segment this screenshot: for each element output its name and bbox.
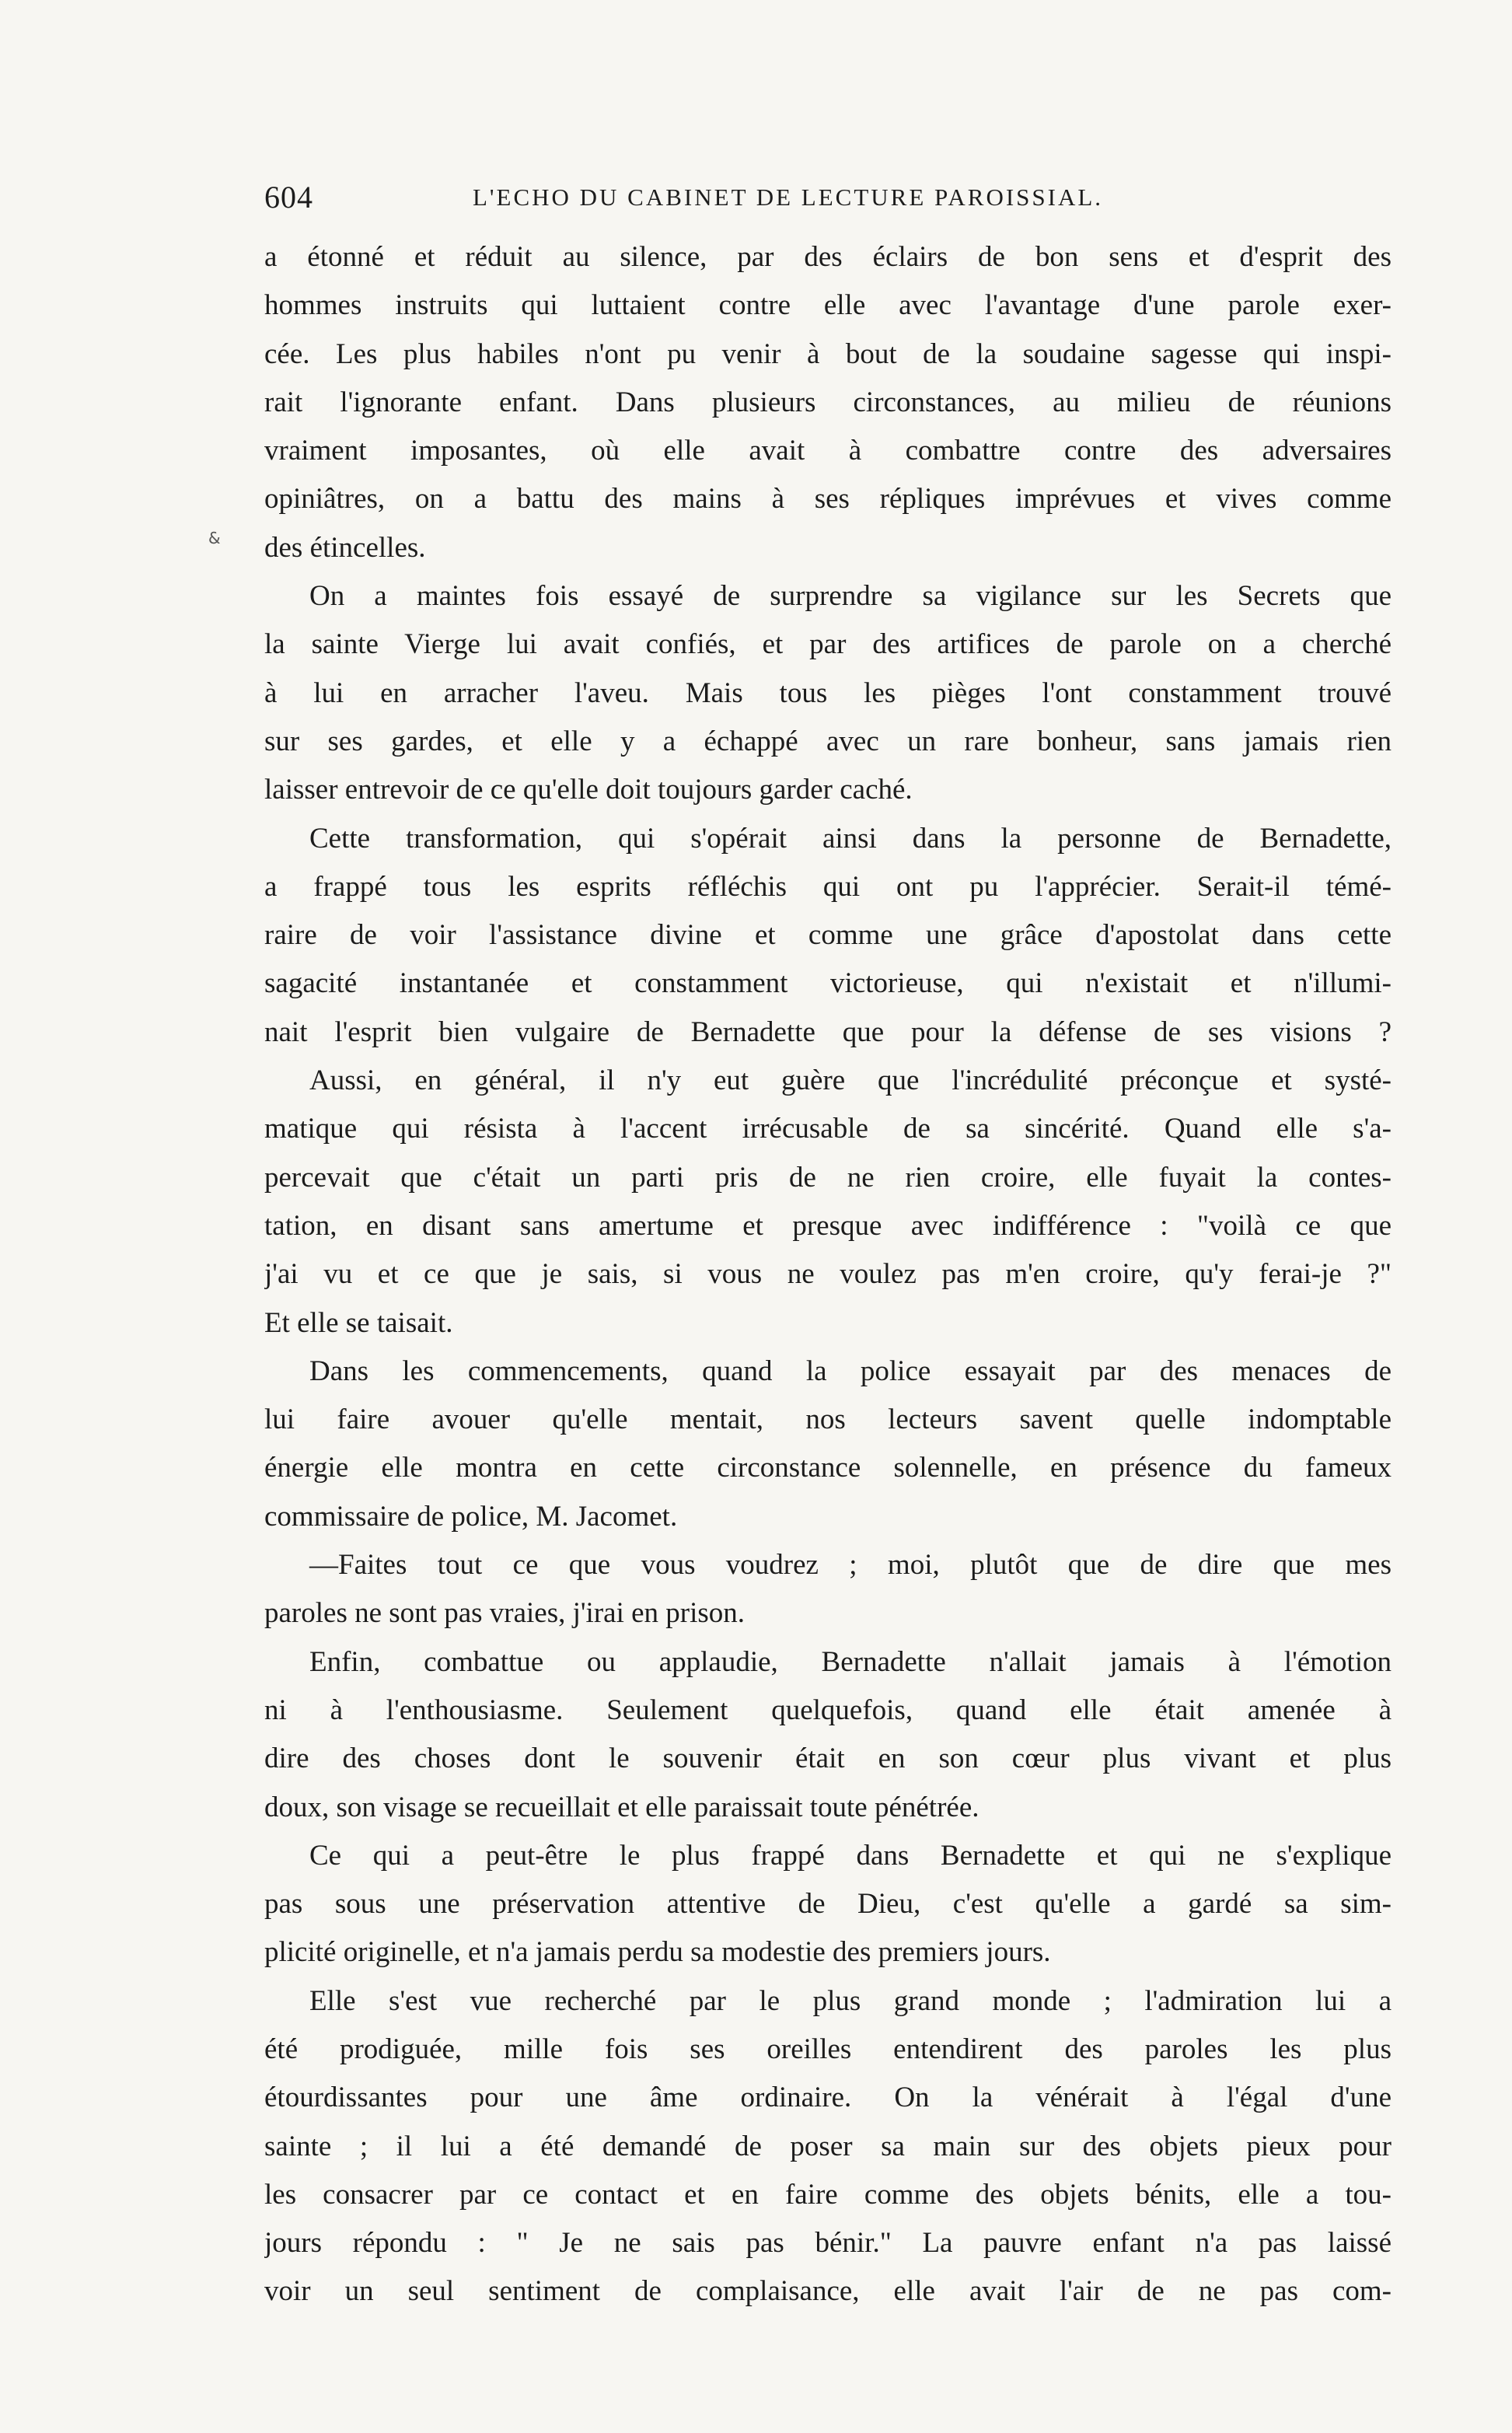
running-title: L'ECHO DU CABINET DE LECTURE PAROISSIAL. <box>473 184 1104 211</box>
text-line: commissaire de police, M. Jacomet. <box>264 1500 678 1533</box>
text-line: plicité originelle, et n'a jamais perdu sa modestie des premiers jours. <box>264 1936 1051 1969</box>
page-number: 604 <box>264 180 313 215</box>
text-line: sainte ; il lui a été demandé de poser sa main sur des objets pieux pour <box>264 2130 1392 2162</box>
paragraph-start: —Faites tout ce que vous voudrez ; moi, plutôt que de dire que mes <box>309 1549 1392 1582</box>
text-line: à lui en arracher l'aveu. Mais tous les pièges l'ont constamment trouvé <box>264 676 1392 709</box>
text-line: opiniâtres, on a battu des mains à ses répliques imprévues et vives comme <box>264 483 1392 516</box>
text-line: des étincelles. <box>264 531 426 564</box>
text-line: dire des choses dont le souvenir était en son cœur plus vivant et plus <box>264 1743 1392 1775</box>
text-line: hommes instruits qui luttaient contre elle avec l'avantage d'une parole exer- <box>264 289 1392 322</box>
text-line: raire de voir l'assistance divine et comme une grâce d'apostolat dans cette <box>264 919 1392 952</box>
margin-mark: & <box>208 529 221 547</box>
text-line: les consacrer par ce contact et en faire comme des objets bénits, elle a tou- <box>264 2178 1392 2211</box>
paragraph-start: Dans les commencements, quand la police essayait par des menaces de <box>309 1355 1392 1387</box>
text-line: rait l'ignorante enfant. Dans plusieurs circonstances, au milieu de réunions <box>264 386 1392 418</box>
paragraph-start: On a maintes fois essayé de surprendre sa vigilance sur les Secrets que <box>309 580 1392 613</box>
text-line: jours répondu : " Je ne sais pas bénir." La pauvre enfant n'a pas laissé <box>264 2227 1392 2260</box>
body-text <box>264 233 1392 2316</box>
text-line: paroles ne sont pas vraies, j'irai en prison. <box>264 1597 746 1630</box>
text-line: lui faire avouer qu'elle mentait, nos lecteurs savent quelle indomptable <box>264 1404 1392 1436</box>
text-line: a étonné et réduit au silence, par des éclairs de bon sens et d'esprit des <box>264 241 1392 273</box>
text-line: étourdissantes pour une âme ordinaire. On la vénérait à l'égal d'une <box>264 2082 1392 2114</box>
text-line: a frappé tous les esprits réfléchis qui ont pu l'apprécier. Serait-il témé- <box>264 870 1392 903</box>
text-line: sur ses gardes, et elle y a échappé avec un rare bonheur, sans jamais rien <box>264 725 1392 757</box>
paragraph-start: Enfin, combattue ou applaudie, Bernadette n'allait jamais à l'émotion <box>309 1645 1392 1678</box>
text-line: tation, en disant sans amertume et presque avec indifférence : "voilà ce que <box>264 1209 1392 1242</box>
text-line: vraiment imposantes, où elle avait à combattre contre des adversaires <box>264 435 1392 467</box>
text-line: j'ai vu et ce que je sais, si vous ne voulez pas m'en croire, qu'y ferai-je ?" <box>264 1258 1392 1291</box>
paragraph-start: Aussi, en général, il n'y eut guère que l'incrédulité préconçue et systé- <box>309 1064 1392 1097</box>
text-line: été prodiguée, mille fois ses oreilles entendirent des paroles les plus <box>264 2033 1392 2065</box>
text-line: ni à l'enthousiasme. Seulement quelquefois, quand elle était amenée à <box>264 1694 1392 1726</box>
running-head <box>264 179 1368 225</box>
text-line: matique qui résista à l'accent irrécusable de sa sincérité. Quand elle s'a- <box>264 1113 1392 1145</box>
text-line: doux, son visage se recueillait et elle paraissait toute pénétrée. <box>264 1791 979 1823</box>
paragraph-start: Elle s'est vue recherché par le plus grand monde ; l'admiration lui a <box>309 1984 1392 2017</box>
text-line: voir un seul sentiment de complaisance, elle avait l'air de ne pas com- <box>264 2275 1392 2308</box>
text-line: la sainte Vierge lui avait confiés, et par des artifices de parole on a cherché <box>264 628 1392 661</box>
text-line: cée. Les plus habiles n'ont pu venir à bout de la soudaine sagesse qui inspi- <box>264 337 1392 370</box>
text-line: percevait que c'était un parti pris de ne rien croire, elle fuyait la contes- <box>264 1161 1392 1194</box>
text-line: Et elle se taisait. <box>264 1306 453 1339</box>
text-line: sagacité instantanée et constamment victorieuse, qui n'existait et n'illumi- <box>264 967 1392 1000</box>
text-line: pas sous une préservation attentive de Dieu, c'est qu'elle a gardé sa sim- <box>264 1888 1392 1921</box>
paragraph-start: Ce qui a peut-être le plus frappé dans Bernadette et qui ne s'explique <box>309 1839 1392 1872</box>
text-line: énergie elle montra en cette circonstance solennelle, en présence du fameux <box>264 1452 1392 1484</box>
paragraph-start: Cette transformation, qui s'opérait ainsi dans la personne de Bernadette, <box>309 822 1392 855</box>
text-line: laisser entrevoir de ce qu'elle doit toujours garder caché. <box>264 774 913 806</box>
text-line: nait l'esprit bien vulgaire de Bernadette que pour la défense de ses visions ? <box>264 1015 1392 1048</box>
